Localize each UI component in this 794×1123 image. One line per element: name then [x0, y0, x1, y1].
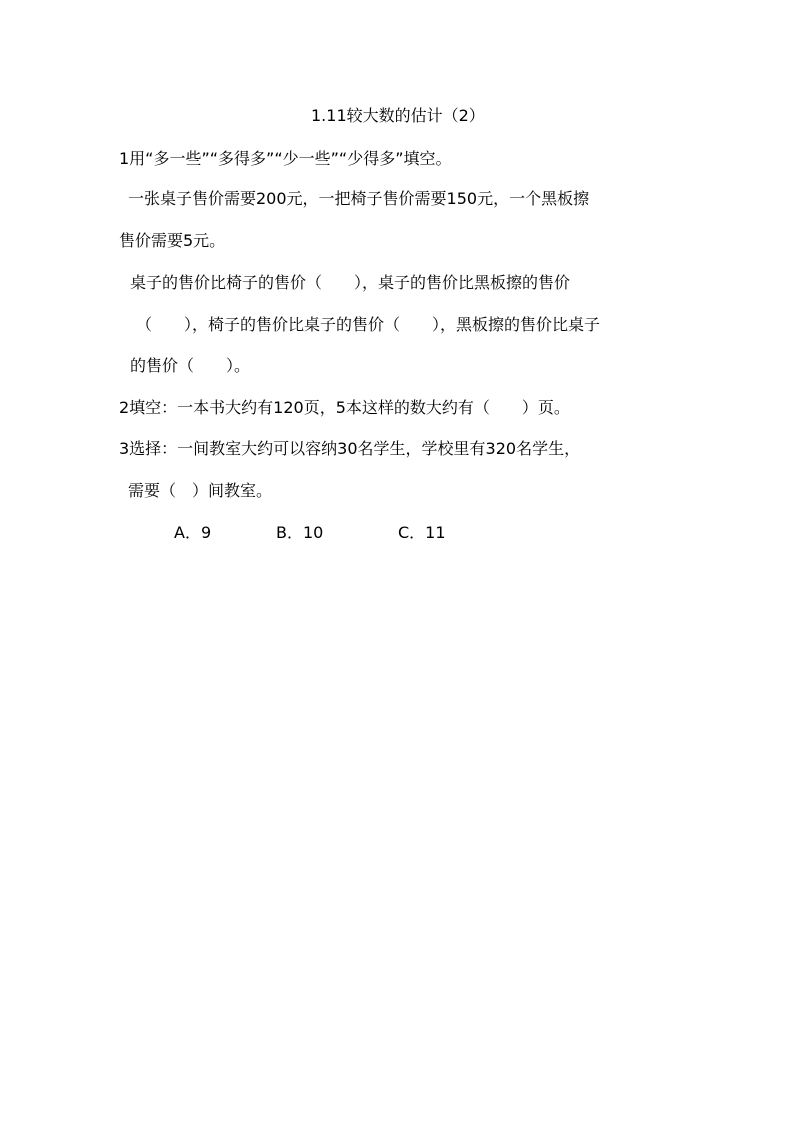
question-1-instruction: 1用“多一些”“多得多”“少一些”“少得多”填空。 — [119, 149, 452, 168]
question-3-text-line-1: 3选择：一间教室大约可以容纳30名学生，学校里有320名学生， — [119, 439, 581, 458]
question-1-context-line-1: 一张桌子售价需要200元，一把椅子售价需要150元，一个黑板擦 — [128, 189, 590, 208]
question-1-blank-line-3: 的售价（ ）。 — [130, 356, 251, 375]
page-title: 1.11较大数的估计（2） — [311, 106, 485, 125]
option-a: A．9 — [174, 523, 212, 542]
question-2-text: 2填空：一本书大约有120页，5本这样的数大约有（ ）页。 — [119, 398, 570, 417]
question-1-blank-line-1: 桌子的售价比椅子的售价（ ），桌子的售价比黑板擦的售价 — [130, 273, 571, 292]
option-b: B．10 — [276, 523, 324, 542]
question-3-text-line-2: 需要（ ）间教室。 — [128, 481, 273, 500]
option-c: C．11 — [398, 523, 446, 542]
question-1-context-line-2: 售价需要5元。 — [119, 231, 226, 250]
question-1-blank-line-2: （ ），椅子的售价比桌子的售价（ ），黑板擦的售价比桌子 — [136, 315, 601, 334]
